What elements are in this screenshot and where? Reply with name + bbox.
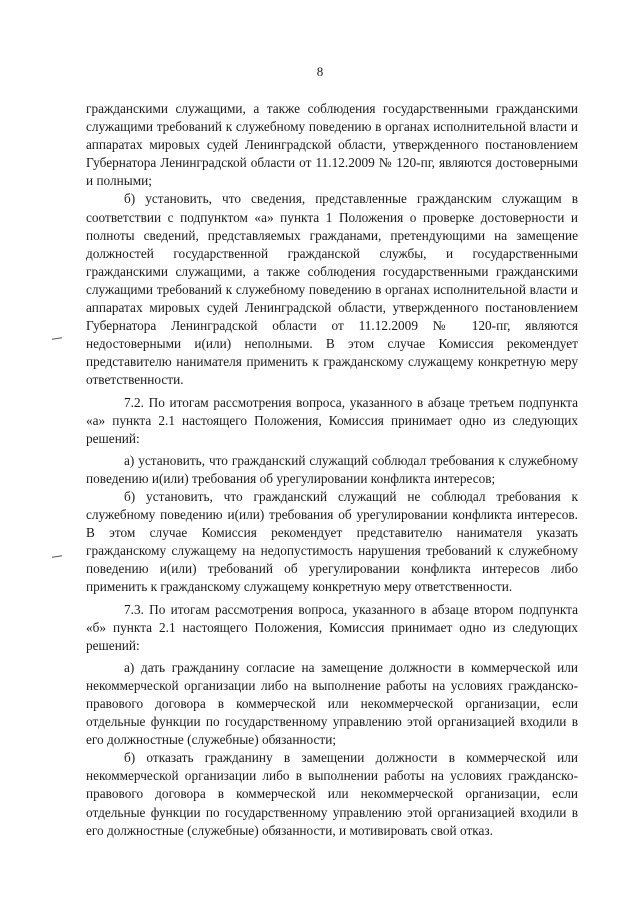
page-number: 8 [316,64,324,79]
paragraph: б) отказать гражданину в замещении должности в коммерческой или некоммерческой организации либо в выполнении работы на условиях гражданско-правового договора в коммерческой или некоммерческой организации, если отдельные функции по государственному управлению этой организацией входили в его должностные (служебные) обязанности, и мотивировать свой отказ. [86,750,578,838]
document-body [86,100,578,840]
paragraph: 7.3. По итогам рассмотрения вопроса, указанного в абзаце втором подпункта «б» пункта 2.1 настоящего Положения, Комиссия принимает одно из следующих решений: [86,601,578,653]
paragraph: б) установить, что гражданский служащий не соблюдал требования к служебному поведению и(или) требования об урегулировании конфликта интересов. В этом случае Комиссия рекомендует представителю нанимателя указать гражданскому служащему на недопустимость нарушения требований к служебному поведению и(или) требований об урегулировании конфликта интересов либо применить к гражданскому служащему конкретную меру ответственности. [86,488,578,595]
paragraph: 7.2. По итогам рассмотрения вопроса, указанного в абзаце третьем подпункта «а» пункта 2.1 настоящего Положения, Комиссия принимает одно из следующих решений: [86,394,578,446]
paragraph: а) дать гражданину согласие на замещение должности в коммерческой или некоммерческой организации либо на выполнение работы на условиях гражданско-правового договора в коммерческой или некоммерческой организации, если отдельные функции по государственному управлению этой организацией входили в его должностные (служебные) обязанности; [86,659,578,748]
margin-mark [52,337,62,339]
paragraph: гражданскими служащими, а также соблюдения государственными гражданскими служащими требований к служебному поведению в органах исполнительной власти и аппаратах мировых судей Ленинградской области, утвержденного постановлением Губернатора Ленинградской области от 11.12.2009 № 120-пг, являются достоверными и полными; [86,101,578,189]
paragraph: а) установить, что гражданский служащий соблюдал требования к служебному поведению и(или) требования об урегулировании конфликта интересов; [86,452,578,486]
margin-mark [52,555,62,557]
paragraph: б) установить, что сведения, представленные гражданским служащим в соответствии с подпунктом «а» пункта 1 Положения о проверке достоверности и полноты сведений, представляемых гражданами, претендующими на замещение должностей государственной гражданской службы, и государственными гражданскими служащими, а также соблюдения государственными гражданскими служащими требований к служебному поведению в органах исполнительной власти и аппаратах мировых судей Ленинградской области, утвержденного постановлением Губернатора Ленинградской области от 11.12.2009 № 120-пг, являются недостоверными и(или) неполными. В этом случае Комиссия рекомендует представителю нанимателя применить к гражданскому служащему конкретную меру ответственности. [86,191,578,388]
